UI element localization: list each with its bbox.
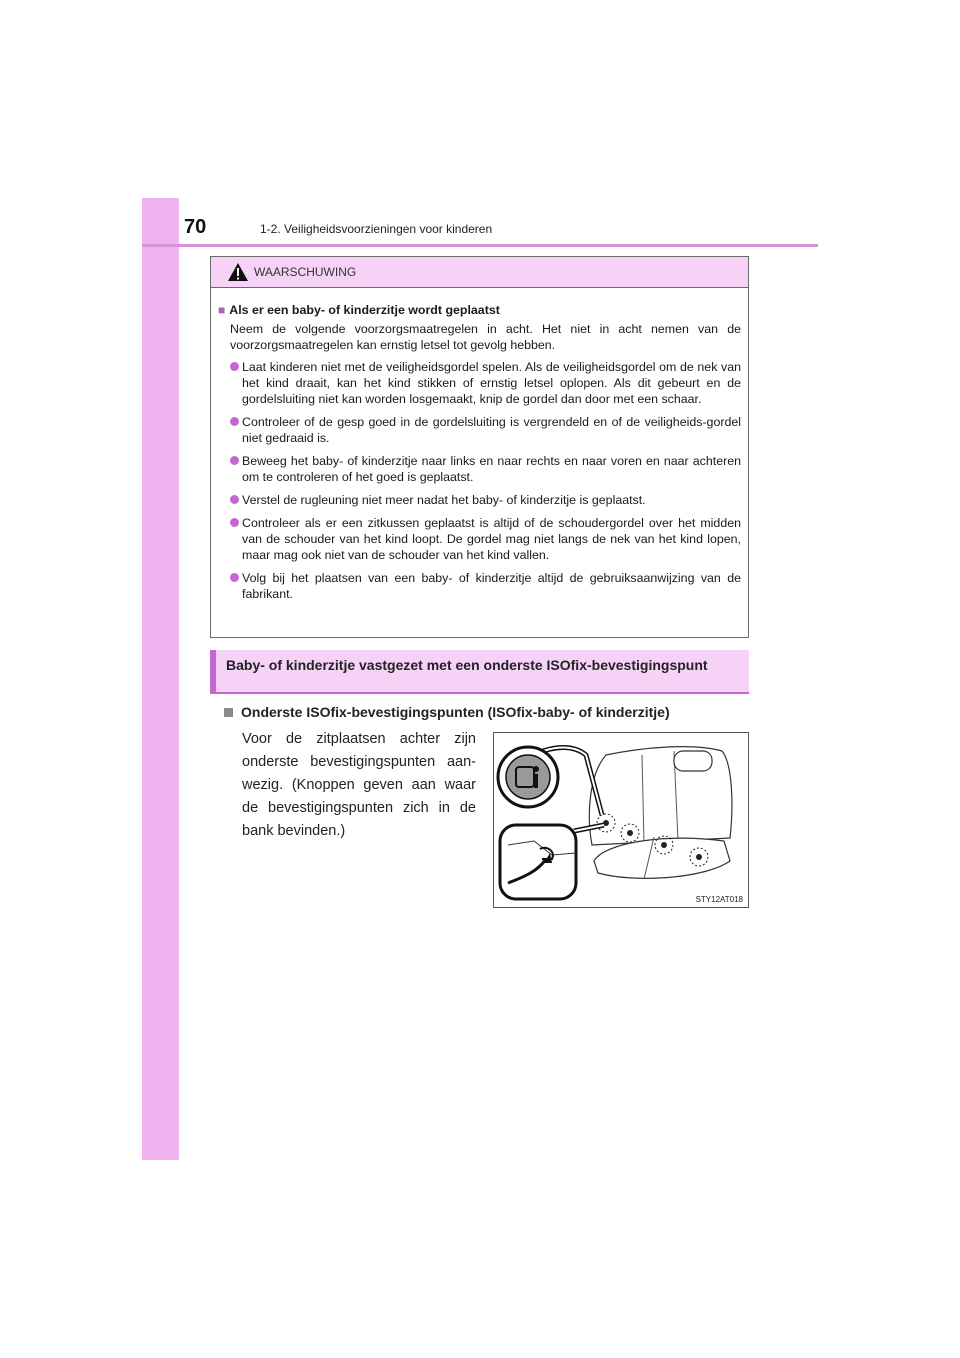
square-bullet-icon: ■ (218, 303, 226, 317)
bullet-dot-icon (230, 417, 239, 426)
bullet-dot-icon (230, 495, 239, 504)
warning-heading (218, 302, 741, 318)
square-bullet-icon (224, 708, 233, 717)
bullet-dot-icon (230, 362, 239, 371)
bullet-dot-icon (230, 518, 239, 527)
warning-title: WAARSCHUWING (254, 265, 357, 279)
warning-header (211, 257, 748, 288)
isofix-figure (493, 732, 749, 908)
page-number: 70 (184, 216, 207, 238)
warning-body (211, 288, 748, 602)
figure-code: STY12AT018 (695, 895, 743, 904)
header-divider (142, 244, 818, 247)
subsection-heading (224, 704, 670, 720)
section-heading: Baby- of kinderzitje vastgezet met een onderste ISOfix-bevestigingspunt (226, 657, 708, 673)
warning-heading-text: Als er een baby- of kinderzitje wordt geplaatst (229, 303, 500, 317)
warning-bullet: Volg bij het plaatsen van een baby- of kinderzitje altijd de gebruiksaanwijzing van de fabrikant. (218, 570, 741, 602)
isofix-child-seat-icon (498, 747, 558, 807)
warning-triangle-icon (227, 262, 249, 282)
bullet-dot-icon (230, 573, 239, 582)
warning-intro: Neem de volgende voorzorgsmaatregelen in acht. Het niet in acht nemen van de voorzorgsmaatregelen kan ernstig letsel tot gevolg hebben. (230, 322, 741, 352)
warning-bullet: Controleer of de gesp goed in de gordelsluiting is vergrendeld en of de veiligheids-gordel niet gedraaid is. (218, 414, 741, 446)
warning-bullet: Verstel de rugleuning niet meer nadat het baby- of kinderzitje is geplaatst. (218, 492, 741, 508)
section-heading-box (210, 650, 749, 694)
subsection-paragraph: Voor de zitplaatsen achter zijn onderste bevestigingspunten aan-wezig. (Knoppen geven aan waar de bevestigingspunten zich in de bank bevinden.) (242, 731, 476, 839)
bullet-dot-icon (230, 456, 239, 465)
running-header: 1-2. Veiligheidsvoorzieningen voor kinderen (260, 222, 493, 236)
warning-bullet: Beweeg het baby- of kinderzitje naar links en naar rechts en naar voren en naar achteren om te controleren of het goed is geplaatst. (218, 453, 741, 485)
warning-bullet-list (218, 359, 741, 602)
subsection-heading-text: Onderste ISOfix-bevestigingspunten (ISOfix-baby- of kinderzitje) (241, 704, 670, 720)
anchor-point-icon (500, 825, 576, 899)
warning-box (210, 256, 749, 638)
warning-bullet: Controleer als er een zitkussen geplaatst is altijd of de schoudergordel over het midden van de schouder van het kind loopt. De gordel mag niet langs de nek van het kind lopen, maar mag ook niet van de schouder van het kind vallen. (218, 515, 741, 563)
rear-seat-illustration (494, 733, 748, 907)
warning-bullet: Laat kinderen niet met de veiligheidsgordel spelen. Als de veiligheidsgordel om de nek van het kind draait, kan het kind stikken of ernstig letsel oplopen. Als dit gebeurt en de gordelsluiting niet kan worden losgemaakt, knip de gordel dan door met een schaar. (218, 359, 741, 407)
chapter-side-tab (142, 198, 179, 1160)
